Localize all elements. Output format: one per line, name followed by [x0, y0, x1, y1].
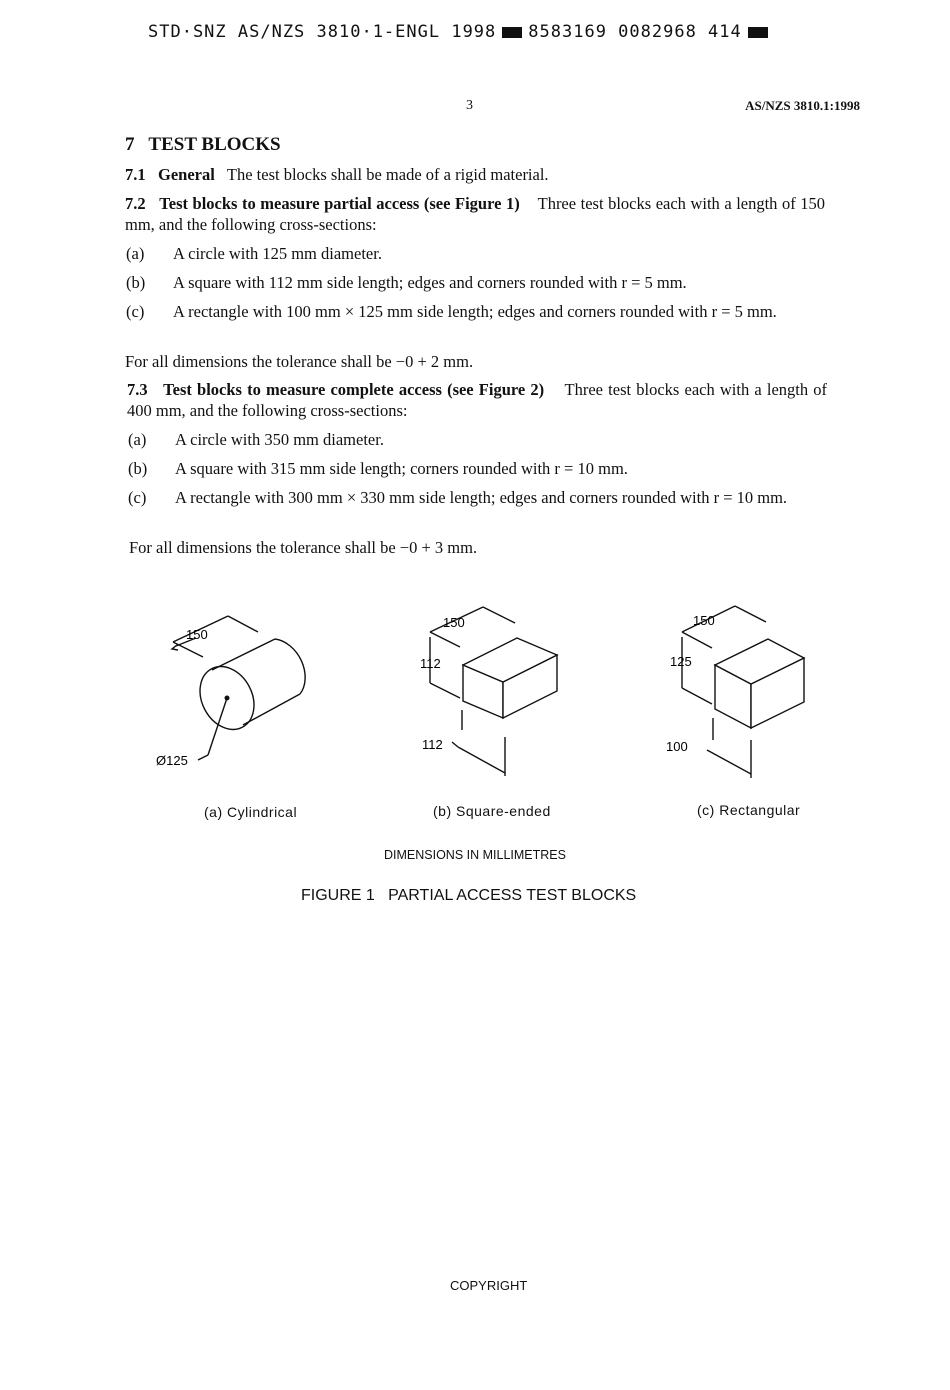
document-code-line — [148, 22, 774, 42]
section-heading — [125, 134, 281, 156]
item-text: A circle with 350 mm diameter. — [175, 430, 384, 449]
figure-title: FIGURE 1 PARTIAL ACCESS TEST BLOCKS — [301, 887, 637, 904]
caption-rectangular: (c) Rectangular — [697, 802, 801, 818]
clause-7-3 — [127, 379, 827, 421]
item-label: (a) — [128, 430, 147, 449]
sq-length-label: 150 — [443, 615, 465, 630]
rect-width-label: 100 — [666, 739, 688, 754]
cyl-diameter-label: Ø125 — [156, 753, 188, 768]
sq-width-label: 112 — [422, 737, 443, 752]
item-label: (c) — [128, 488, 147, 507]
item-text: A rectangle with 100 mm × 125 mm side length; edges and corners rounded with r = 5 mm. — [173, 302, 777, 321]
black-bar-mark — [502, 27, 522, 38]
rect-length-label: 150 — [693, 613, 715, 628]
tolerance-note: For all dimensions the tolerance shall be −0 + 3 mm. — [129, 538, 478, 557]
item-label: (b) — [128, 459, 148, 478]
rectangular-block-drawing — [682, 606, 804, 778]
code-line-b: 8583169 0082968 414 — [528, 22, 742, 42]
item-label: (c) — [126, 302, 145, 321]
clause-heading: General — [158, 165, 215, 184]
standard-reference: AS/NZS 3810.1:1998 — [745, 98, 860, 113]
item-label: (a) — [126, 244, 145, 263]
clause-number: 7.1 — [125, 165, 146, 184]
clause-heading: Test blocks to measure partial access (see Figure 1) — [159, 194, 520, 213]
item-label: (b) — [126, 273, 146, 292]
cyl-length-label: 150 — [186, 627, 208, 642]
page-number: 3 — [466, 98, 473, 113]
units-note: DIMENSIONS IN MILLIMETRES — [384, 848, 566, 862]
tolerance-note: For all dimensions the tolerance shall be −0 + 2 mm. — [125, 352, 474, 371]
item-text: A square with 112 mm side length; edges and corners rounded with r = 5 mm. — [173, 273, 687, 292]
item-text: A rectangle with 300 mm × 330 mm side length; edges and corners rounded with r = 10 mm. — [175, 488, 788, 507]
code-line-a: STD·SNZ AS/NZS 3810·1-ENGL 1998 — [148, 22, 497, 42]
black-bar-mark — [748, 27, 768, 38]
clause-number: 7.3 — [127, 380, 148, 399]
clause-7-1 — [125, 164, 825, 185]
caption-square-ended: (b) Square-ended — [433, 803, 551, 819]
clause-text: Three test blocks each with a length of 400 mm, and the following cross-sections: — [127, 380, 828, 420]
clause-heading: Test blocks to measure complete access (see Figure 2) — [163, 380, 545, 399]
clause-7-2 — [125, 193, 825, 235]
clause-number: 7.2 — [125, 194, 146, 213]
clause-text: The test blocks shall be made of a rigid material. — [226, 165, 549, 184]
caption-cylindrical: (a) Cylindrical — [204, 804, 298, 820]
figure-1-drawings — [0, 590, 950, 800]
sq-height-label: 112 — [420, 656, 441, 671]
section-title: TEST BLOCKS — [148, 134, 281, 155]
section-number: 7 — [125, 134, 135, 155]
square-block-drawing — [430, 607, 557, 776]
item-text: A square with 315 mm side length; corners rounded with r = 10 mm. — [175, 459, 628, 478]
rect-height-label: 125 — [670, 654, 692, 669]
item-text: A circle with 125 mm diameter. — [173, 244, 382, 263]
copyright-footer: COPYRIGHT — [450, 1278, 528, 1293]
clause-text: Three test blocks each with a length of 150 mm, and the following cross-sections: — [125, 194, 826, 234]
